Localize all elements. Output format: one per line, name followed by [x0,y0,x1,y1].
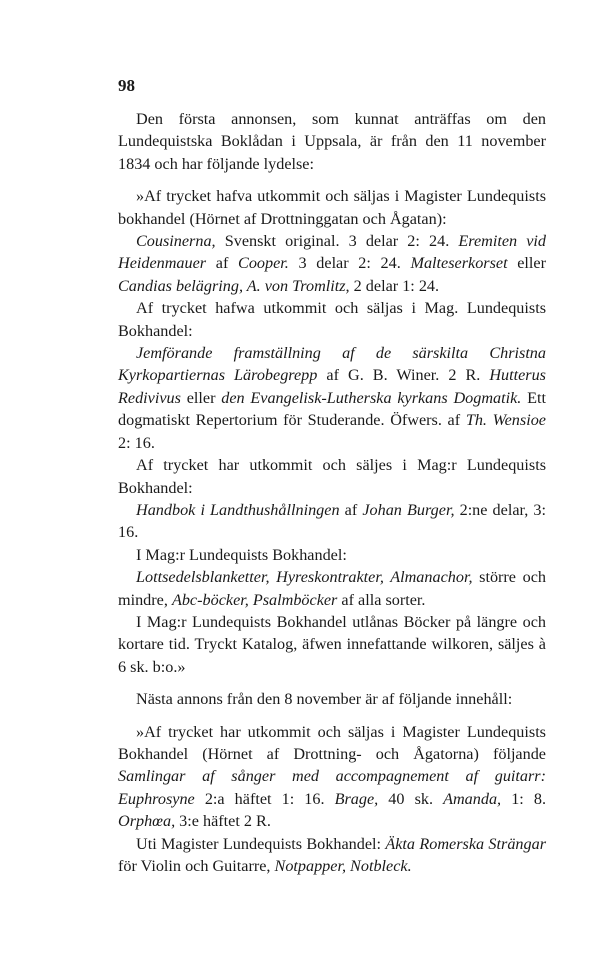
italic-text: Abc-böcker, Psalmböcker [171,590,338,609]
paragraph-next-ad-intro [118,688,546,710]
italic-text: Brage, [334,789,379,808]
text-run: 2 delar 1: 24. [349,276,440,295]
paragraph-ad1-opening [118,185,546,230]
italic-text: Cousinerna, [136,232,216,251]
text-run: Af trycket har utkommit och säljes i Mag:r Lundequists Bokhandel: [118,456,546,497]
paragraph-ad1-lending [118,611,546,678]
text-run: af G. B. Winer. 2 R. [317,366,490,385]
paragraph-ad2-songs [118,721,546,833]
italic-text: Orphœa, [118,812,176,831]
italic-text: Lottsedelsblanketter, Hyreskontrakter, Almanachor, [136,568,473,587]
body-text [118,108,546,877]
paragraph-ad1-novels [118,230,546,297]
page-number: 98 [118,76,135,95]
text-run: Nästa annons från den 8 november är af följande innehåll: [136,690,513,709]
paragraph-ad1-theology [118,342,546,454]
text-run: eller [507,254,546,273]
italic-text: Th. Wensioe [465,411,546,430]
text-run: 2:a häftet 1: 16. [194,789,335,808]
text-run: eller [180,388,222,407]
italic-text: Äkta Romerska Strängar [385,834,546,853]
italic-text: Hutterus Redivivus [118,366,546,407]
italic-text: Malteserkorset [410,254,508,273]
text-run: »Af trycket hafva utkommit och säljas i Magister Lundequists bokhandel (Hörnet af Drottninggatan och Ågatan): [118,187,546,228]
text-run: af [339,500,363,519]
text-run: för Violin och Guitarre, [118,857,275,875]
italic-text: Johan Burger, [362,500,455,519]
text-run: Ett dogmatiskt Repertorium för Studerande. Öfwers. af [118,388,546,430]
text-run: Af trycket hafwa utkommit och säljas i Mag. Lundequists Bokhandel: [118,299,546,340]
italic-text: Amanda, [443,789,502,808]
italic-text: Handbok i Landthushållningen [136,500,340,519]
text-run: 2: 16. [118,433,155,452]
text-run: I Mag:r Lundequists Bokhandel: [136,545,347,564]
text-run: Den första annonsen, som kunnat anträffas om den Lundequistska Boklådan i Uppsala, är från den 11 november 1834 och har följande lydelse: [118,110,546,173]
italic-text: Candias belägring, A. von Tromlitz, [118,276,350,295]
paragraph-intro [118,108,546,175]
text-run: 3 delar 2: 24. [288,254,411,273]
paragraph-ad2-strings [118,833,546,878]
paragraph-ad1-section4 [118,544,546,566]
italic-text: Cooper. [238,254,289,273]
text-run: Uti Magister Lundequists Bokhandel: [136,834,386,853]
text-run: »Af trycket har utkommit och säljas i Magister Lundequists Bokhandel (Hörnet af Drottning- och Ågatorna) följande [118,722,546,763]
italic-text: Notpapper, Notbleck. [274,857,412,875]
text-run: 1: 8. [501,789,547,808]
italic-text: Jemförande framställning af de särskilta Christna Kyrkopartiernas Lärobegrepp [118,344,546,385]
paragraph-ad1-section3 [118,454,546,499]
italic-text: den Evangelisk-Lutherska kyrkans Dogmatik. [221,388,522,407]
text-run: af [206,254,239,273]
italic-text: Samlingar af sånger med accompagnement af guitarr: Euphrosyne [118,767,546,808]
text-run: 3:e häftet 2 R. [175,812,271,831]
text-run: större och mindre, [118,568,546,609]
text-run: I Mag:r Lundequists Bokhandel utlånas Böcker på längre och kortare tid. Tryckt Katalog, äfwen innefattande wilkoren, säljes à 6 sk. b:o.» [118,612,546,676]
paragraph-ad1-section2 [118,297,546,342]
text-run: af alla sorter. [337,590,426,609]
paragraph-ad1-forms [118,566,546,611]
text-run: Svenskt original. 3 delar 2: 24. [215,232,459,251]
text-run: 40 sk. [378,789,444,808]
paragraph-ad1-handbook [118,499,546,544]
text-run: 2:ne delar, 3: 16. [118,500,546,542]
italic-text: Eremiten vid Heidenmauer [118,232,547,273]
